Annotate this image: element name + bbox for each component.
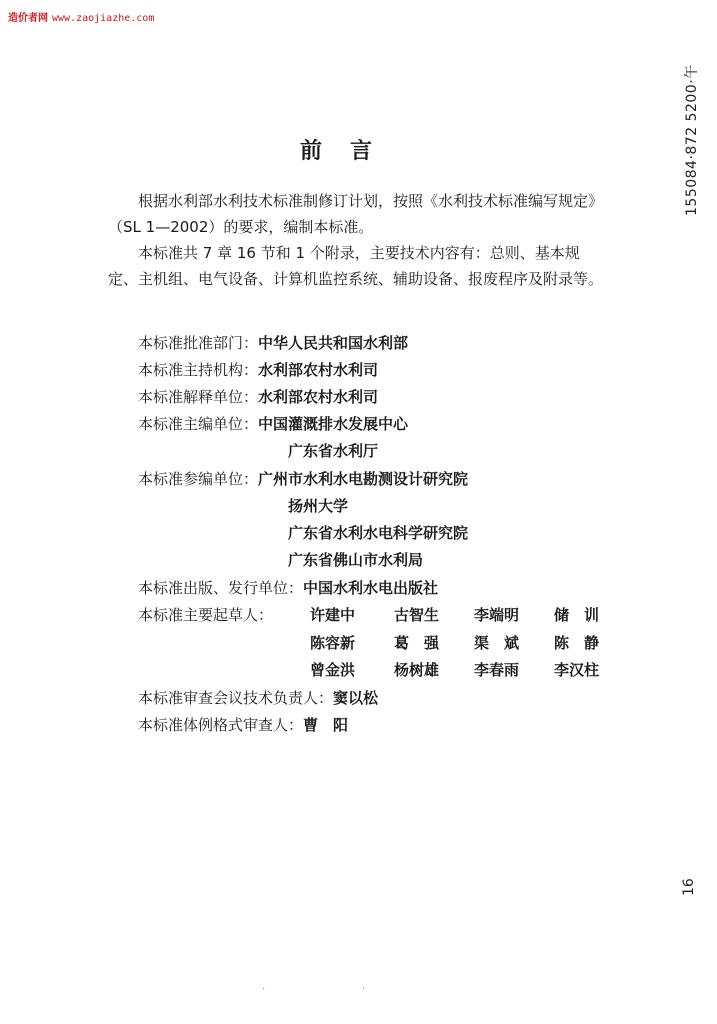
info-participate-value-2: 扬州大学 [288, 497, 349, 515]
drafter-name: 李春雨 [474, 661, 520, 679]
info-participate-value-1: 广州市水利水电勘测设计研究院 [258, 470, 469, 488]
info-chief [138, 412, 408, 436]
info-chief-label: 本标准主编单位： [138, 415, 259, 433]
info-publish-value: 中国水利水电出版社 [303, 579, 439, 597]
info-approve [138, 331, 408, 355]
info-format-reviewer-label: 本标准体例格式审查人： [138, 716, 304, 734]
watermark-name: 造价者网 [8, 13, 48, 24]
drafter-name: 葛 强 [394, 634, 440, 652]
paragraph-intro: 根据水利部水利技术标准制修订计划，按照《水利技术标准编写规定》（SL 1—2002）的要求，编制本标准。 [108, 192, 604, 236]
drafter-name: 杨树雄 [394, 661, 440, 679]
side-page-number: 16 [681, 878, 697, 896]
info-reviewer-label: 本标准审查会议技术负责人： [138, 689, 334, 707]
side-code: 155084·872 5200·午 [684, 64, 700, 216]
info-participate-label: 本标准参编单位： [138, 470, 259, 488]
info-chief-value-1: 中国灌溉排水发展中心 [258, 415, 409, 433]
info-drafters-label: 本标准主要起草人： [138, 606, 274, 624]
watermark-url: www.zaojiazhe.com [52, 13, 155, 24]
drafter-name: 曾金洪 [310, 661, 356, 679]
scan-speck: · [362, 984, 366, 995]
info-publish [138, 576, 438, 600]
info-reviewer [138, 686, 378, 710]
info-drafters [138, 603, 273, 627]
info-participate-value-3: 广东省水利水电科学研究院 [288, 524, 469, 542]
info-approve-label: 本标准批准部门： [138, 334, 259, 352]
page-title: 前言 [300, 139, 401, 164]
info-approve-value: 中华人民共和国水利部 [258, 334, 409, 352]
info-interpret [138, 385, 378, 409]
drafter-name: 古智生 [394, 606, 440, 624]
drafter-name: 陈 静 [554, 634, 600, 652]
info-participate [138, 467, 468, 491]
info-publish-label: 本标准出版、发行单位： [138, 579, 304, 597]
scan-speck: · [262, 984, 266, 995]
drafter-name: 许建中 [310, 606, 356, 624]
drafter-name: 李端明 [474, 606, 520, 624]
info-interpret-label: 本标准解释单位： [138, 388, 259, 406]
info-format-reviewer [138, 713, 348, 737]
drafter-name: 渠 斌 [474, 634, 520, 652]
info-participate-value-4: 广东省佛山市水利局 [288, 551, 424, 569]
drafter-name: 储 训 [554, 606, 600, 624]
paragraph-contents: 本标准共 7 章 16 节和 1 个附录，主要技术内容有：总则、基本规定、主机组、电气设备、计算机监控系统、辅助设备、报废程序及附录等。 [108, 244, 604, 288]
drafter-name: 李汉柱 [554, 661, 600, 679]
drafter-name: 陈容新 [310, 634, 356, 652]
info-host [138, 358, 378, 382]
info-format-reviewer-value: 曹 阳 [303, 716, 349, 734]
watermark [8, 9, 154, 24]
info-host-label: 本标准主持机构： [138, 361, 259, 379]
info-host-value: 水利部农村水利司 [258, 361, 379, 379]
info-reviewer-value: 窦以松 [333, 689, 379, 707]
info-chief-value-2: 广东省水利厅 [288, 442, 379, 460]
info-interpret-value: 水利部农村水利司 [258, 388, 379, 406]
